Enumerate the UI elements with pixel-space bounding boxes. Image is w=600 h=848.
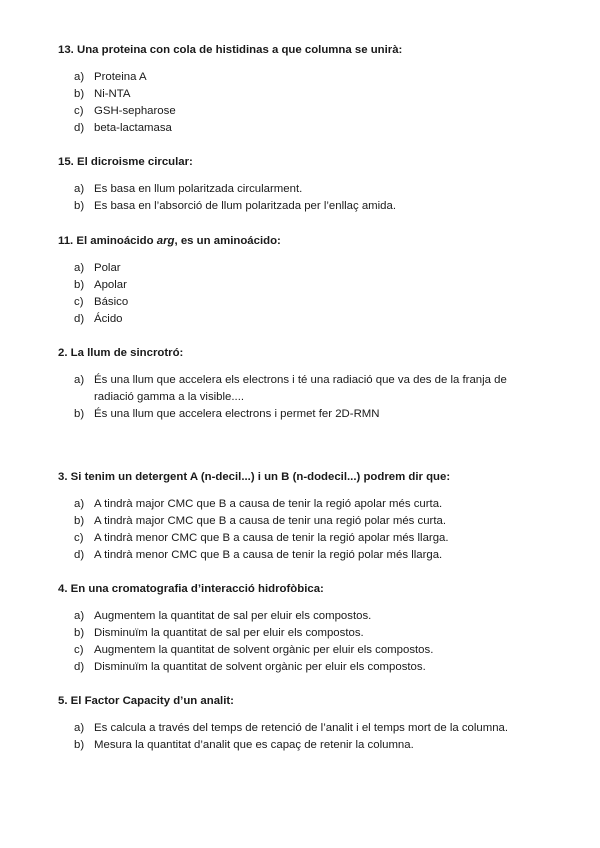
option-text: Augmentem la quantitat de sal per eluir els compostos. [94,610,372,622]
option-item [58,372,538,406]
option-item [58,103,538,120]
option-item [58,86,538,103]
option-letter: a) [74,183,85,195]
option-letter: d) [74,313,85,325]
question-title-emphasis: arg [156,235,175,247]
option-list [58,181,538,215]
option-text: Apolar [94,279,127,291]
option-list [58,372,538,423]
option-item [58,69,538,86]
option-text: Ácido [94,313,123,325]
option-item [58,659,538,676]
option-item [58,198,538,215]
option-letter: c) [74,296,84,308]
question-title-end: , es un aminoácido: [174,235,281,247]
option-text: Ni-NTA [94,88,131,100]
option-letter: a) [74,262,85,274]
question-5 [58,694,538,754]
question-title: 4. En una cromatografia d’interacció hidrofòbica: [58,583,324,595]
option-text: A tindrà menor CMC que B a causa de tenir la regió apolar més llarga. [94,532,449,544]
option-list [58,260,538,328]
option-item [58,311,538,328]
option-item [58,513,538,530]
option-item [58,642,538,659]
option-item [58,530,538,547]
option-text: Disminuïm la quantitat de solvent orgànic per eluir els compostos. [94,661,426,673]
option-letter: b) [74,739,85,751]
option-text: Polar [94,262,121,274]
question-title: 13. Una proteina con cola de histidinas a que columna se unirà: [58,44,403,56]
option-text: És una llum que accelera els electrons i té una radiació que va des de la franja de radiació gamma a la visible.... [94,374,507,403]
option-letter: b) [74,408,85,420]
question-title: 2. La llum de sincrotró: [58,347,184,359]
option-letter: d) [74,549,85,561]
question-2 [58,346,538,423]
option-letter: a) [74,722,85,734]
option-letter: b) [74,279,85,291]
option-item [58,181,538,198]
option-item [58,496,538,513]
option-text: Disminuïm la quantitat de sal per eluir els compostos. [94,627,364,639]
option-item [58,547,538,564]
option-letter: a) [74,498,85,510]
option-item [58,720,538,737]
option-list [58,608,538,676]
option-letter: a) [74,610,85,622]
option-item [58,294,538,311]
option-item [58,120,538,137]
option-letter: d) [74,122,85,134]
option-letter: c) [74,644,84,656]
option-text: Es calcula a través del temps de retenció de l’analit i el temps mort de la columna. [94,722,509,734]
option-text: A tindrà major CMC que B a causa de tenir una regió polar més curta. [94,515,447,527]
option-item [58,260,538,277]
option-letter: b) [74,200,85,212]
option-list [58,720,538,754]
option-letter: c) [74,105,84,117]
question-title-start: 11. El aminoácido [58,235,157,247]
question-15 [58,155,538,215]
option-item [58,625,538,642]
option-text: Básico [94,296,129,308]
option-list [58,496,538,564]
question-title [58,234,538,248]
option-text: beta-lactamasa [94,122,172,134]
option-letter: c) [74,532,84,544]
option-text: Es basa en llum polaritzada circularment. [94,183,303,195]
option-item [58,737,538,754]
question-3 [58,470,538,564]
option-text: Augmentem la quantitat de solvent orgànic per eluir els compostos. [94,644,434,656]
option-text: GSH-sepharose [94,105,176,117]
option-text: Mesura la quantitat d’analit que es capaç de retenir la columna. [94,739,414,751]
option-letter: a) [74,71,85,83]
option-letter: a) [74,374,85,386]
option-text: A tindrà major CMC que B a causa de tenir la regió apolar més curta. [94,498,443,510]
option-text: A tindrà menor CMC que B a causa de tenir la regió polar més llarga. [94,549,443,561]
option-letter: d) [74,661,85,673]
question-title: 3. Si tenim un detergent A (n-decil...) i un B (n-dodecil...) podrem dir que: [58,471,451,483]
question-11 [58,234,538,328]
option-letter: b) [74,627,85,639]
option-list [58,69,538,137]
question-title: 5. El Factor Capacity d’un analit: [58,695,234,707]
option-text: Es basa en l’absorció de llum polaritzada per l’enllaç amida. [94,200,397,212]
option-item [58,608,538,625]
option-text: Proteina A [94,71,147,83]
option-text: És una llum que accelera electrons i permet fer 2D-RMN [94,408,380,420]
question-title: 15. El dicroisme circular: [58,156,193,168]
option-item [58,277,538,294]
option-item [58,406,538,423]
question-13 [58,43,538,137]
option-letter: b) [74,88,85,100]
option-letter: b) [74,515,85,527]
question-4 [58,582,538,676]
